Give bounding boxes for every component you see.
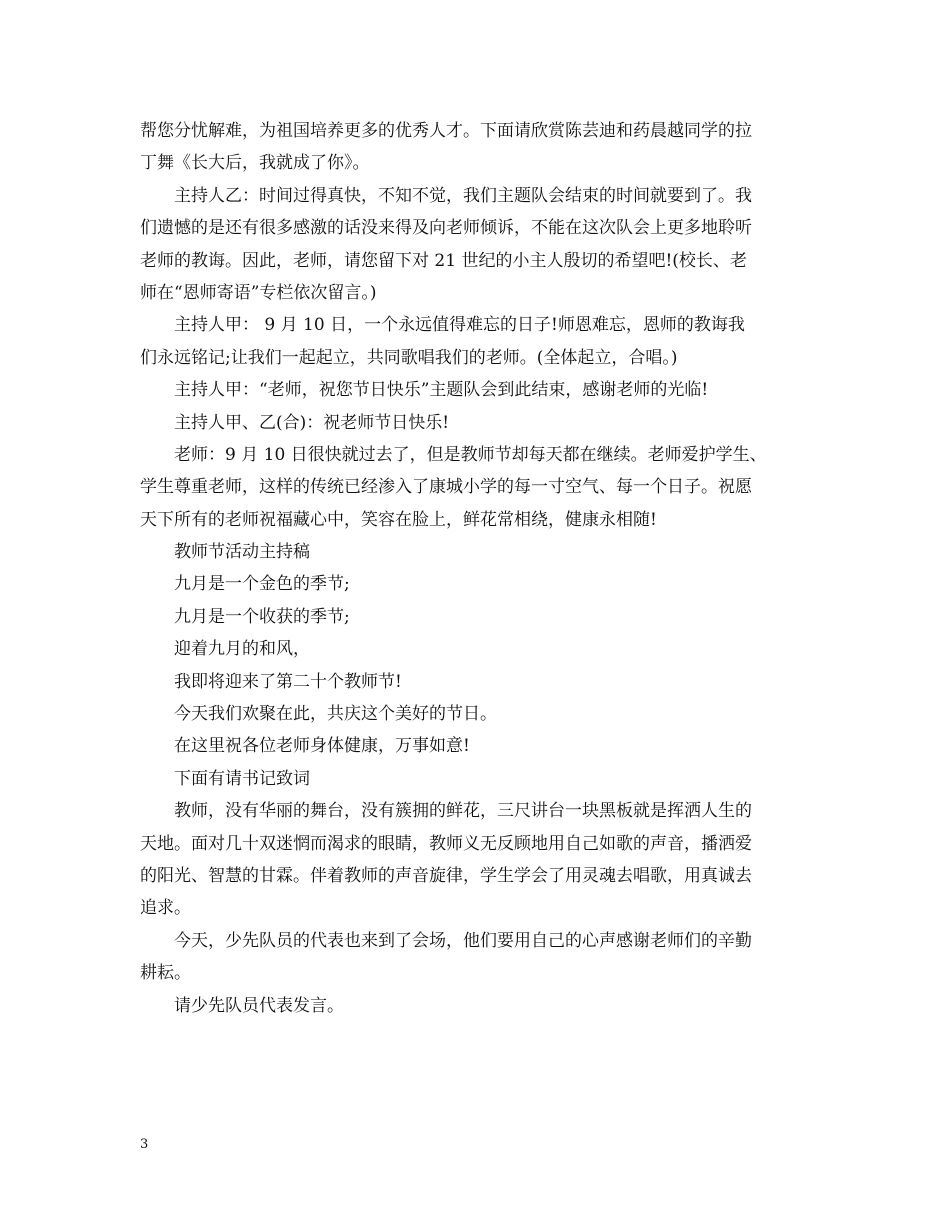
text-line: 老师：9 月 10 日很快就过去了，但是教师节却每天都在继续。老师爱护学生、 bbox=[174, 444, 767, 465]
text-line: 九月是一个金色的季节; bbox=[174, 574, 350, 595]
text-line: 迎着九月的和风， bbox=[174, 639, 310, 660]
page-number: 3 bbox=[140, 1137, 149, 1152]
text-line: 帮您分忧解难，为祖国培养更多的优秀人才。下面请欣赏陈芸迪和药晨越同学的拉 bbox=[140, 121, 752, 141]
text-line: 的阳光、智慧的甘霖。伴着教师的声音旋律，学生学会了用灵魂去唱歌，用真诚去 bbox=[140, 865, 752, 886]
text-line: 天下所有的老师祝福藏心中，笑容在脸上，鲜花常相绕，健康永相随! bbox=[140, 509, 657, 530]
text-line: 耕耘。 bbox=[140, 963, 191, 984]
text-line: 们遗憾的是还有很多感激的话没来得及向老师倾诉，不能在这次队会上更多地聆听 bbox=[140, 218, 752, 239]
text-line: 天地。面对几十双迷惘而渴求的眼睛，教师义无反顾地用自己如歌的声音，播洒爱 bbox=[140, 833, 752, 854]
text-line: 下面有请书记致词 bbox=[174, 768, 310, 789]
text-line: 师在“恩师寄语”专栏依次留言。) bbox=[140, 282, 377, 303]
text-line: 学生尊重老师，这样的传统已经渗入了康城小学的每一寸空气、每一个日子。祝愿 bbox=[140, 477, 752, 498]
document-body bbox=[140, 115, 830, 1022]
text-line: 老师的教诲。因此，老师，请您留下对 21 世纪的小主人殷切的希望吧!(校长、老 bbox=[140, 250, 747, 271]
text-line: 主持人甲、乙(合)：祝老师节日快乐! bbox=[174, 412, 450, 433]
text-line: 教师，没有华丽的舞台，没有簇拥的鲜花，三尺讲台一块黑板就是挥洒人生的 bbox=[174, 801, 752, 822]
text-line: 教师节活动主持稿 bbox=[174, 542, 310, 563]
text-line: 丁舞《长大后，我就成了你》。 bbox=[140, 153, 370, 174]
text-line: 主持人甲：“老师，祝您节日快乐”主题队会到此结束，感谢老师的光临! bbox=[174, 380, 709, 401]
text-line: 在这里祝各位老师身体健康，万事如意! bbox=[174, 736, 470, 757]
text-line: 追求。 bbox=[140, 898, 191, 919]
text-line: 九月是一个收获的季节; bbox=[174, 606, 350, 627]
text-line: 我即将迎来了第二十个教师节! bbox=[174, 671, 402, 692]
text-line: 主持人乙：时间过得真快，不知不觉，我们主题队会结束的时间就要到了。我 bbox=[174, 185, 752, 206]
text-line: 今天我们欢聚在此，共庆这个美好的节日。 bbox=[174, 704, 497, 725]
text-line: 今天，少先队员的代表也来到了会场，他们要用自己的心声感谢老师们的辛勤 bbox=[174, 930, 752, 951]
text-line: 请少先队员代表发言。 bbox=[174, 995, 344, 1016]
text-line: 主持人甲： 9 月 10 日，一个永远值得难忘的日子!师恩难忘，恩师的教诲我 bbox=[174, 315, 745, 336]
text-line: 们永远铭记;让我们一起起立，共同歌唱我们的老师。(全体起立，合唱。) bbox=[140, 347, 678, 368]
